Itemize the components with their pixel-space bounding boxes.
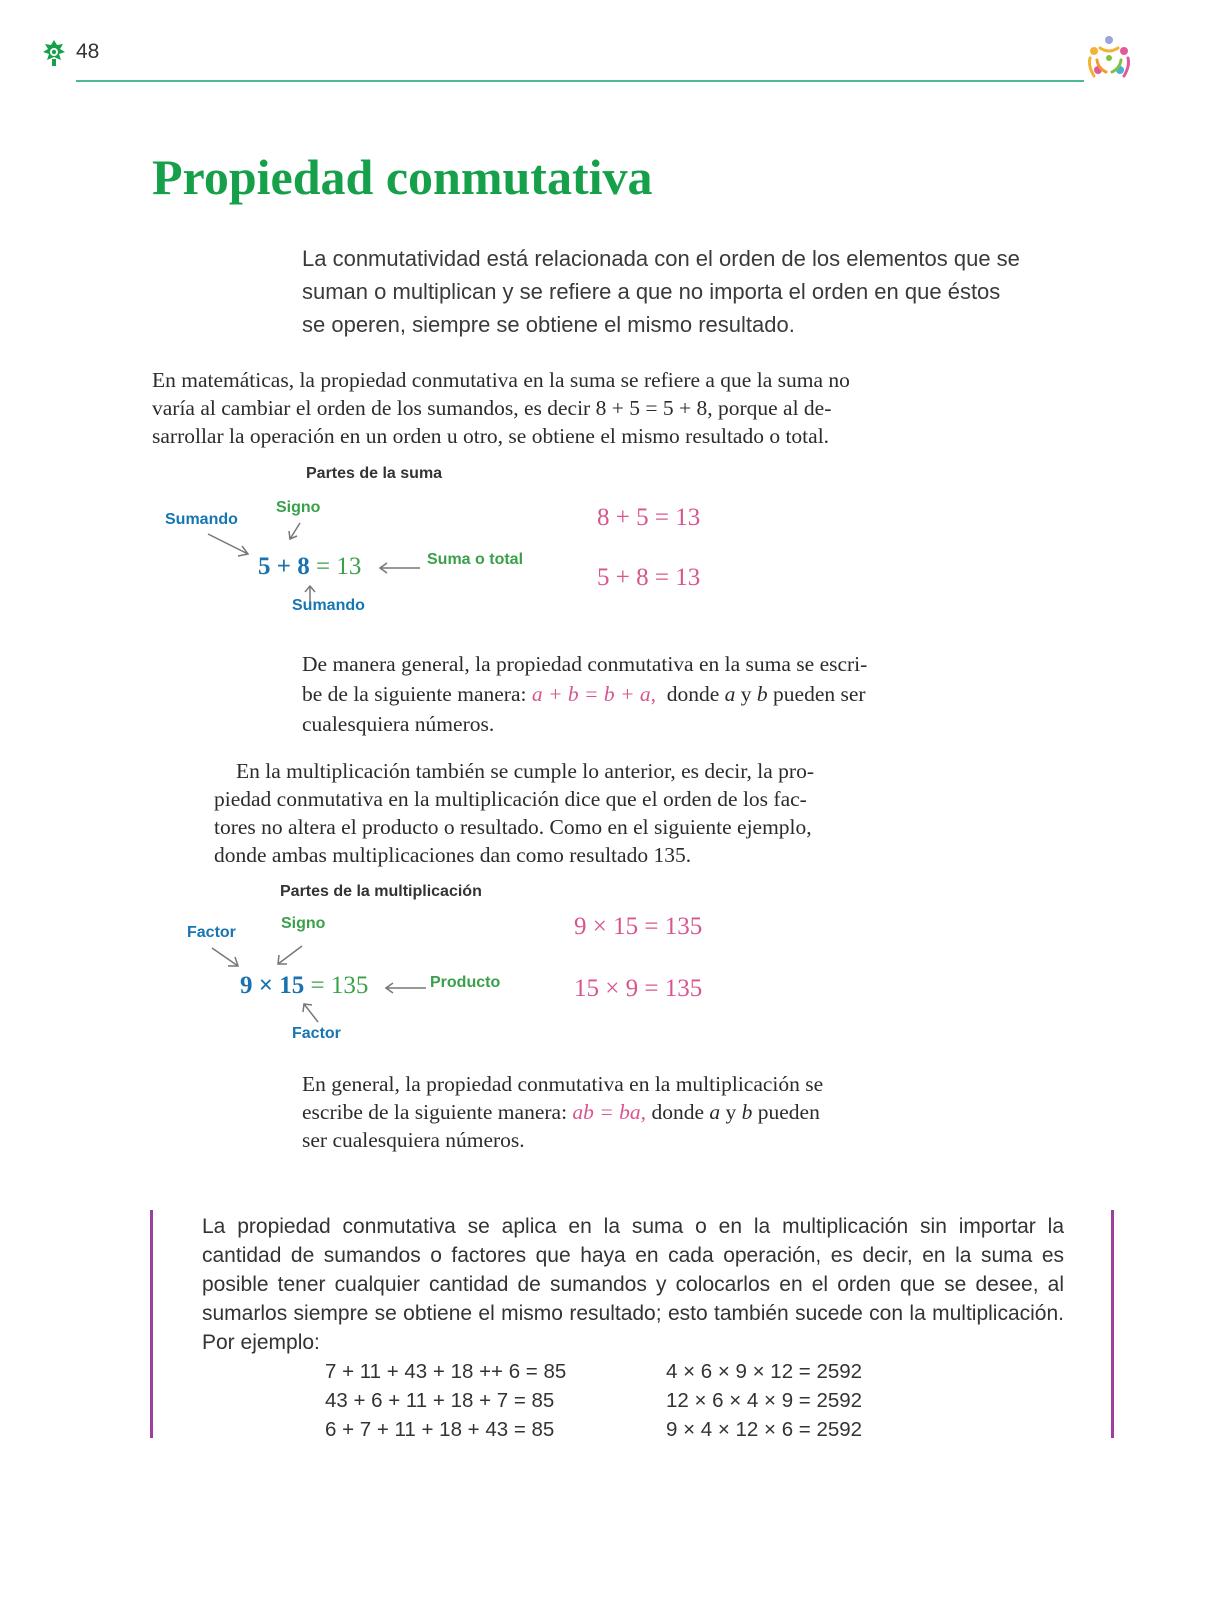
sum-example-2: 5 + 8 = 13	[597, 564, 701, 591]
sum-equals: =	[316, 553, 331, 580]
mult-formula: ab = ba,	[572, 1100, 647, 1124]
arrow-icon	[208, 944, 244, 972]
mult-expression	[240, 972, 368, 1000]
paragraph-4-line-1: En general, la propiedad conmutativa en la multiplicación se	[302, 1072, 824, 1096]
paragraph-3-line-3: tores no altera el producto o resultado. Como en el siguiente ejemplo,	[214, 815, 812, 839]
sum-example-1: 8 + 5 = 13	[597, 504, 701, 531]
sum-formula: a + b = b + a,	[531, 682, 656, 706]
mult-example-list-2: 12 × 6 × 4 × 9 = 2592	[666, 1389, 863, 1412]
box-right-bar	[1111, 1210, 1114, 1438]
paragraph-1-line-3: sarrollar la operación en un orden u otro, se obtiene el mismo resultado o total.	[152, 424, 830, 448]
paragraph-2-text: y	[735, 682, 757, 706]
mult-diagram-title: Partes de la multiplicación	[280, 883, 482, 900]
page-number: 48	[76, 40, 100, 63]
arrow-icon	[298, 1000, 324, 1026]
mult-operand-b: 15	[279, 972, 305, 999]
sum-total-label: Suma o total	[427, 551, 524, 568]
mult-result: 135	[330, 972, 369, 999]
intro-line-2: suman o multiplican y se refiere a que no importa el orden en que éstos	[302, 279, 1001, 304]
mult-example-2: 15 × 9 = 135	[574, 975, 703, 1002]
people-circle-logo-icon	[1084, 34, 1134, 82]
intro-line-1: La conmutatividad está relacionada con el orden de los elementos que se	[302, 246, 1020, 271]
mult-factor-label-bottom: Factor	[292, 1025, 341, 1042]
variable-b: b	[741, 1100, 753, 1124]
paragraph-4-text: pueden	[752, 1100, 820, 1124]
sum-expression	[258, 553, 361, 581]
mult-example-list-3: 9 × 4 × 12 × 6 = 2592	[666, 1418, 863, 1441]
arrow-icon	[376, 560, 422, 576]
sum-example-list-3: 6 + 7 + 11 + 18 + 43 = 85	[325, 1418, 555, 1441]
paragraph-2-line-2	[302, 680, 866, 708]
arrow-icon	[272, 942, 306, 970]
paragraph-4-line-3: ser cualesquiera números.	[302, 1128, 525, 1152]
header-rule	[76, 80, 1084, 82]
paragraph-2-text: be de la siguiente manera:	[302, 682, 532, 706]
mult-operand-a: 9	[240, 972, 253, 999]
sum-addend-label-bottom: Sumando	[292, 597, 365, 614]
variable-a: a	[724, 682, 736, 706]
variable-a: a	[709, 1100, 721, 1124]
sum-operand-b: 8	[297, 553, 310, 580]
paragraph-3-line-4: donde ambas multiplicaciones dan como resultado 135.	[214, 843, 692, 867]
paragraph-4-text: donde	[646, 1100, 710, 1124]
sum-operator: +	[276, 553, 291, 580]
paragraph-4-text: escribe de la siguiente manera:	[302, 1100, 573, 1124]
mult-product-label: Producto	[430, 974, 501, 991]
paragraph-4-text: y	[720, 1100, 742, 1124]
sum-result: 13	[336, 553, 362, 580]
mult-operator: ×	[258, 972, 273, 999]
paragraph-4-line-2	[302, 1098, 820, 1126]
mult-example-list-1: 4 × 6 × 9 × 12 = 2592	[666, 1360, 863, 1383]
paragraph-1-line-1: En matemáticas, la propiedad conmutativa en la suma se refiere a que la suma no	[152, 368, 850, 392]
arrow-icon	[200, 528, 260, 563]
intro-line-3: se operen, siempre se obtiene el mismo resultado.	[302, 312, 795, 337]
mult-example-1: 9 × 15 = 135	[574, 913, 703, 940]
box-left-bar	[150, 1210, 153, 1438]
mult-factor-label-left: Factor	[187, 924, 236, 941]
sum-example-list-2: 43 + 6 + 11 + 18 + 7 = 85	[325, 1389, 555, 1412]
arrow-icon	[284, 520, 308, 544]
paragraph-3-line-2: piedad conmutativa en la multiplicación dice que el orden de los fac-	[214, 787, 807, 811]
mult-sign-label: Signo	[281, 915, 326, 932]
paragraph-2-text: donde	[656, 682, 725, 706]
sum-addend-label-left: Sumando	[165, 511, 238, 528]
paragraph-2-line-3: cualesquiera números.	[302, 712, 495, 736]
paragraph-2-line-1: De manera general, la propiedad conmutativa en la suma se escri-	[302, 652, 868, 676]
paragraph-2-text: pueden ser	[767, 682, 866, 706]
sum-sign-label: Signo	[276, 499, 321, 516]
paragraph-3-line-1: En la multiplicación también se cumple lo anterior, es decir, la pro-	[236, 759, 814, 783]
book-logo-icon	[42, 38, 66, 68]
variable-b: b	[756, 682, 768, 706]
page-title: Propiedad conmutativa	[152, 149, 653, 205]
sum-example-list-1: 7 + 11 + 43 + 18 ++ 6 = 85	[325, 1360, 567, 1383]
mult-equals: =	[310, 972, 325, 999]
sum-operand-a: 5	[258, 553, 271, 580]
sum-diagram-title: Partes de la suma	[306, 465, 443, 482]
arrow-icon	[382, 980, 428, 996]
box-paragraph: La propiedad conmutativa se aplica en la suma o en la multiplicación sin importar la cantidad de sumandos o factores que haya en cada operación, es decir, en la suma es posible tener cualquier cantidad de sumandos y colocarlos en el orden que se desee, al sumarlos siempre se obtiene el mismo resultado; esto también sucede con la multiplicación. Por ejemplo:	[202, 1215, 1064, 1354]
paragraph-1-line-2: varía al cambiar el orden de los sumandos, es decir 8 + 5 = 5 + 8, porque al de-	[152, 396, 832, 420]
